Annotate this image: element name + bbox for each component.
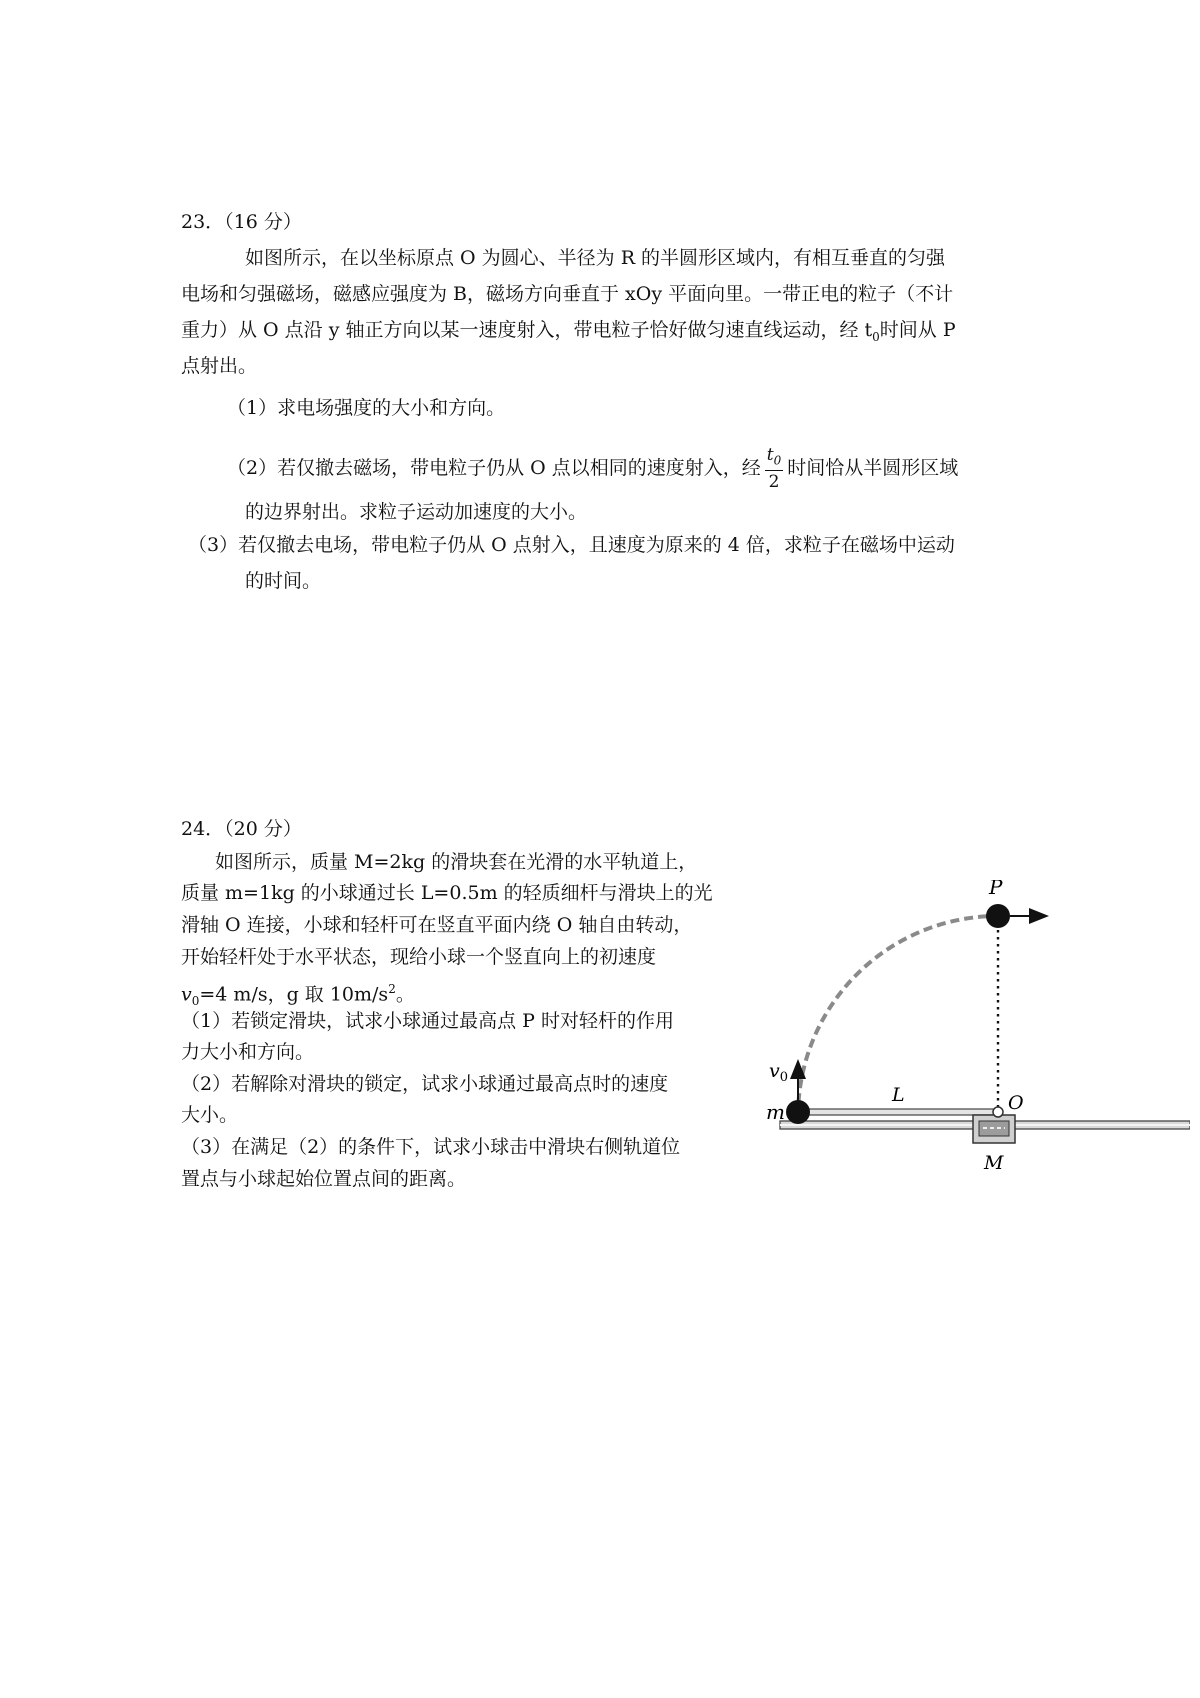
fraction-t0-over-2 (765, 447, 783, 490)
label-v0 (769, 1060, 788, 1085)
q23-subquestion-2-text-a: （2）若仅撤去磁场，带电粒子仍从 O 点以相同的速度射入，经 (227, 457, 761, 479)
q24-line-5-end: 。 (395, 983, 415, 1006)
q24-subquestion-3-line-2: 置点与小球起始位置点间的距离。 (181, 1168, 467, 1190)
label-l: L (892, 1084, 905, 1106)
q23-paragraph-line-4: 点射出。 (181, 355, 258, 377)
pivot-axis-o (993, 1107, 1003, 1117)
light-rod (800, 1109, 998, 1115)
q24-line-3: 滑轴 O 连接，小球和轻杆可在竖直平面内绕 O 轴自由转动， (181, 914, 693, 936)
fraction-numerator-subscript: 0 (773, 453, 782, 468)
q23-paragraph-line-1: 如图所示，在以坐标原点 O 为圆心、半径为 R 的半圆形区域内，有相互垂直的匀强 (245, 247, 946, 269)
superscript: 2 (388, 982, 396, 996)
q24-subquestion-2-line-1: （2）若解除对滑块的锁定，试求小球通过最高点时的速度 (181, 1073, 669, 1095)
fraction-numerator (765, 447, 783, 470)
q24-line-4: 开始轻杆处于水平状态，现给小球一个竖直向上的初速度 (181, 946, 657, 968)
q24-line-1: 如图所示，质量 M=2kg 的滑块套在光滑的水平轨道上， (215, 851, 698, 873)
q24-subquestion-2-line-2: 大小。 (181, 1104, 239, 1126)
label-big-m: M (984, 1152, 1004, 1174)
subscript: 0 (872, 329, 880, 344)
fraction-denominator: 2 (768, 471, 780, 492)
q24-line-5-text: =4 m/s，g 取 10m/s (199, 983, 389, 1006)
fraction-numerator-symbol: t (766, 445, 774, 466)
q23-subquestion-3-line-2: 的时间。 (245, 570, 322, 592)
q23-paragraph-line-3-text-a: 重力）从 O 点沿 y 轴正方向以某一速度射入，带电粒子恰好做匀速直线运动，经 t (181, 319, 873, 341)
ball-m (786, 1100, 810, 1124)
ball-at-p (986, 904, 1010, 928)
q23-heading: 23．（16 分） (181, 211, 302, 233)
q23-subquestion-3-line-1: （3）若仅撤去电场，带电粒子仍从 O 点射入，且速度为原来的 4 倍，求粒子在磁场中运动 (188, 534, 955, 556)
v-symbol: v (181, 983, 192, 1006)
label-m: m (766, 1100, 785, 1124)
q24-subquestion-1-line-1: （1）若锁定滑块，试求小球通过最高点 P 时对轻杆的作用 (181, 1010, 674, 1032)
q24-heading: 24．（20 分） (181, 818, 302, 840)
q24-figure (760, 880, 1190, 1180)
q23-paragraph-line-2: 电场和匀强磁场，磁感应强度为 B，磁场方向垂直于 xOy 平面向里。一带正电的粒子（不计 (181, 283, 954, 305)
label-p: P (989, 880, 1003, 899)
q24-subquestion-3-line-1: （3）在满足（2）的条件下，试求小球击中滑块右侧轨道位 (181, 1136, 681, 1158)
q23-subquestion-1: （1）求电场强度的大小和方向。 (227, 397, 506, 419)
q24-subquestion-1-line-2: 力大小和方向。 (181, 1041, 315, 1063)
label-v0-subscript: 0 (779, 1070, 789, 1085)
label-o: O (1008, 1092, 1024, 1114)
q24-line-2: 质量 m=1kg 的小球通过长 L=0.5m 的轻质细杆与滑块上的光 (181, 882, 713, 904)
q23-paragraph-line-3-text-b: 时间从 P (879, 319, 956, 341)
v-subscript: 0 (191, 994, 200, 1009)
q23-subquestion-2-text-b: 时间恰从半圆形区域 (787, 457, 959, 479)
label-v0-symbol: v (769, 1060, 780, 1082)
q23-subquestion-2-line-2: 的边界射出。求粒子运动加速度的大小。 (245, 501, 588, 523)
q23-paragraph-line-3 (181, 315, 956, 352)
q23-subquestion-2-line-1 (227, 445, 958, 491)
